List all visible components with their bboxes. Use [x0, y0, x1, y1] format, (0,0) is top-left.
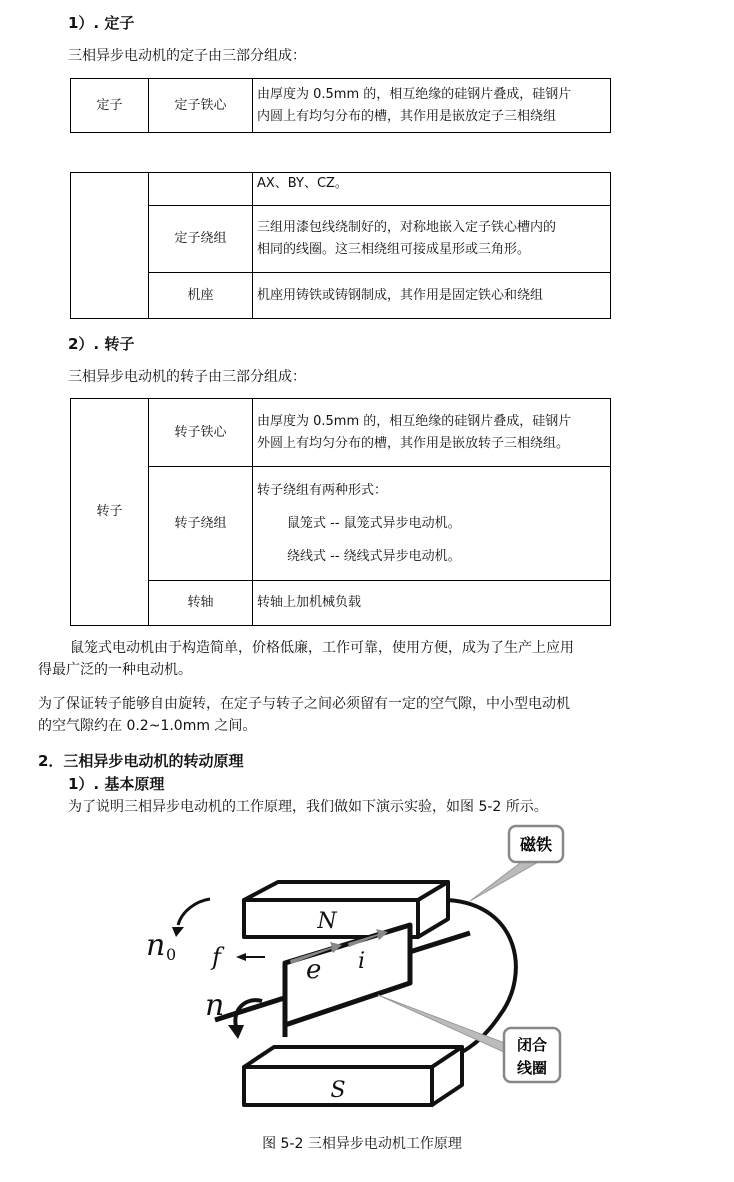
stator-label: 定子 [71, 79, 149, 133]
winding-phases: AX、BY、CZ。 [253, 173, 611, 206]
magnet-label: 磁铁 [519, 835, 553, 854]
figure-caption: 图 5-2 三相异步电动机工作原理 [262, 1136, 462, 1152]
subheading-basic-principle: 1）. 基本原理 [68, 775, 165, 793]
south-label: S [330, 1078, 346, 1103]
rotor-intro: 三相异步电动机的转子由三部分组成： [68, 369, 306, 385]
rotor-core-label: 转子铁心 [149, 399, 253, 467]
stator-core-label: 定子铁心 [149, 79, 253, 133]
north-label: N [317, 909, 337, 934]
rotor-core-desc: 由厚度为 0.5mm 的，相互绝缘的硅钢片叠成，硅钢片 外圆上有均匀分布的槽，其作用是嵌放转子三相绕组。 [253, 399, 611, 467]
rotor-rotation-arrow [228, 1025, 244, 1039]
rotor-label: 转子 [71, 399, 149, 626]
stator-winding-desc: 三组用漆包线绕制好的，对称地嵌入定子铁心槽内的 相同的线圈。这三相绕组可接成星形或三角形。 [253, 206, 611, 273]
magnet-speed-subscript: 0 [166, 945, 177, 964]
coil-label-line1: 闭合 [516, 1036, 548, 1054]
empty-cell [149, 173, 253, 206]
stator-intro: 三相异步电动机的定子由三部分组成： [68, 48, 306, 64]
south-pole-magnet [244, 1047, 462, 1105]
magnet-rotation-arrow [172, 927, 184, 937]
emf-label: e [306, 955, 322, 985]
north-pole-magnet [244, 882, 448, 937]
stator-table-part1 [70, 78, 611, 133]
squirrel-cage-paragraph: 鼠笼式电动机由于构造简单，价格低廉，工作可靠，使用方便，成为了生产上应用 得最广泛的一种电动机。 [38, 640, 574, 678]
stator-core-desc: 由厚度为 0.5mm 的，相互绝缘的硅钢片叠成，硅钢片 内圆上有均匀分布的槽，其作用是嵌放定子三相绕组 [253, 79, 611, 133]
rotor-winding-label: 转子绕组 [149, 467, 253, 581]
magnet-callout [470, 826, 563, 901]
force-label: f [212, 943, 221, 971]
current-label: i [358, 949, 366, 974]
frame-desc: 机座用铸铁或铸钢制成，其作用是固定铁心和绕组 [253, 273, 611, 319]
magnet-speed-label: n [146, 928, 166, 963]
stator-winding-label: 定子绕组 [149, 206, 253, 273]
rotor-speed-label: n [205, 988, 225, 1023]
closed-coil [285, 925, 410, 1025]
stator-table-part2 [70, 172, 611, 319]
force-arrow [236, 953, 246, 961]
rotor-winding-desc: 转子绕组有两种形式： 鼠笼式 -- 鼠笼式异步电动机。 绕线式 -- 绕线式异步电动机。 [253, 467, 611, 581]
shaft-label: 转轴 [149, 581, 253, 626]
motor-principle-figure [0, 815, 734, 1135]
rotor-table [70, 398, 611, 626]
section-heading-principle: 2．三相异步电动机的转动原理 [38, 752, 244, 770]
shaft-desc: 转轴上加机械负载 [253, 581, 611, 626]
air-gap-paragraph: 为了保证转子能够自由旋转，在定子与转子之间必须留有一定的空气隙，中小型电动机 的空气隙约在 0.2~1.0mm 之间。 [38, 696, 570, 734]
principle-intro: 为了说明三相异步电动机的工作原理，我们做如下演示实验，如图 5-2 所示。 [68, 799, 548, 815]
section-heading-stator: 1）. 定子 [68, 14, 135, 32]
frame-label: 机座 [149, 273, 253, 319]
coil-label-line2: 线圈 [516, 1059, 548, 1077]
section-heading-rotor: 2）. 转子 [68, 335, 135, 353]
stator-group-cell [71, 173, 149, 319]
